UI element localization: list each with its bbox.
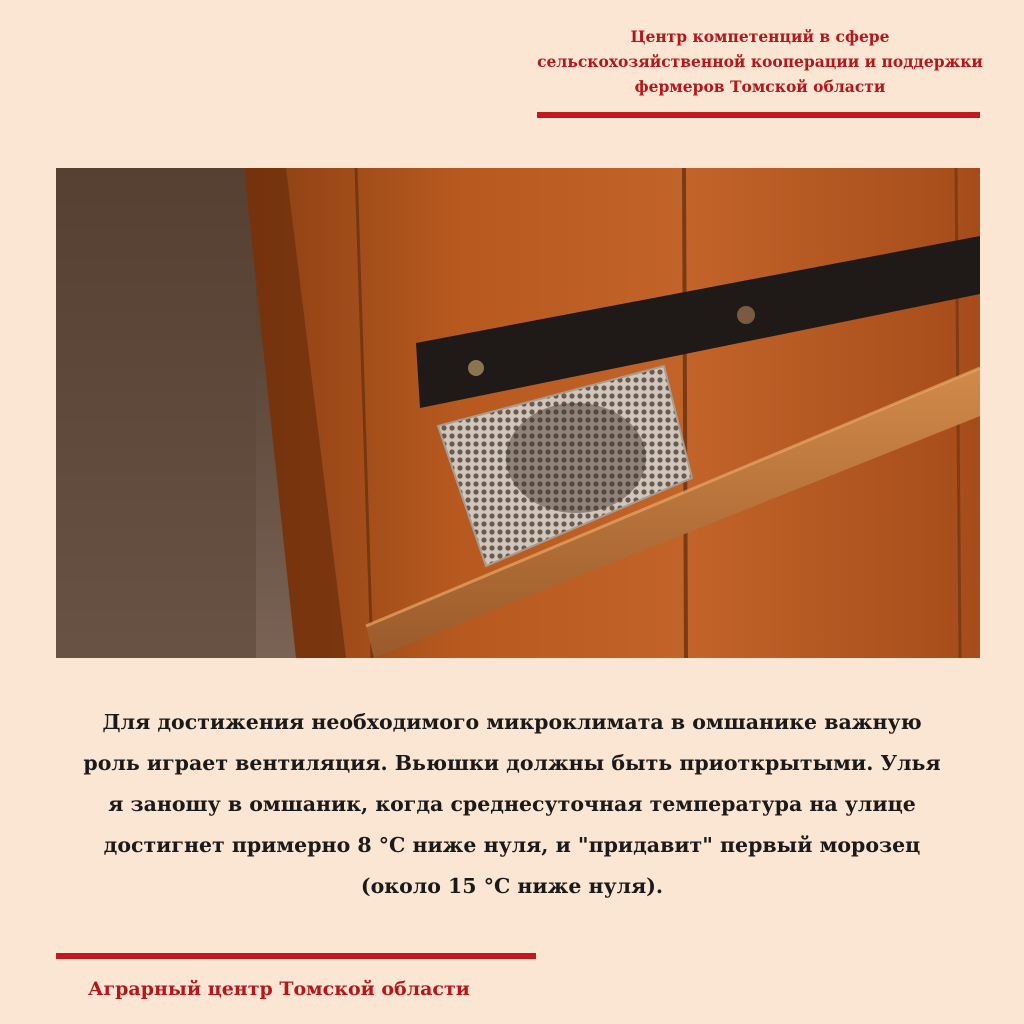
paragraph-line-4: достигнет примерно 8 °С ниже нуля, и "придавит" первый морозец	[103, 833, 921, 857]
footer-organization: Аграрный центр Томской области	[88, 978, 470, 1000]
header-divider	[537, 112, 980, 118]
paragraph-line-1: Для достижения необходимого микроклимата в омшанике важную	[102, 710, 922, 734]
ventilation-photo-illustration	[56, 168, 980, 658]
ventilation-photo	[56, 168, 980, 658]
header-line-2: сельскохозяйственной кооперации и поддержки	[537, 52, 983, 71]
footer-divider	[56, 953, 536, 959]
article-paragraph	[50, 702, 974, 907]
paragraph-line-5: (около 15 °С ниже нуля).	[360, 874, 664, 898]
header-line-3: фермеров Томской области	[634, 77, 886, 96]
paragraph-line-3: я заношу в омшаник, когда среднесуточная температура на улице	[108, 792, 916, 816]
header-line-1: Центр компетенций в сфере	[630, 27, 890, 46]
organization-header	[530, 24, 990, 99]
paragraph-line-2: роль играет вентиляция. Вьюшки должны быть приоткрытыми. Улья	[83, 751, 941, 775]
